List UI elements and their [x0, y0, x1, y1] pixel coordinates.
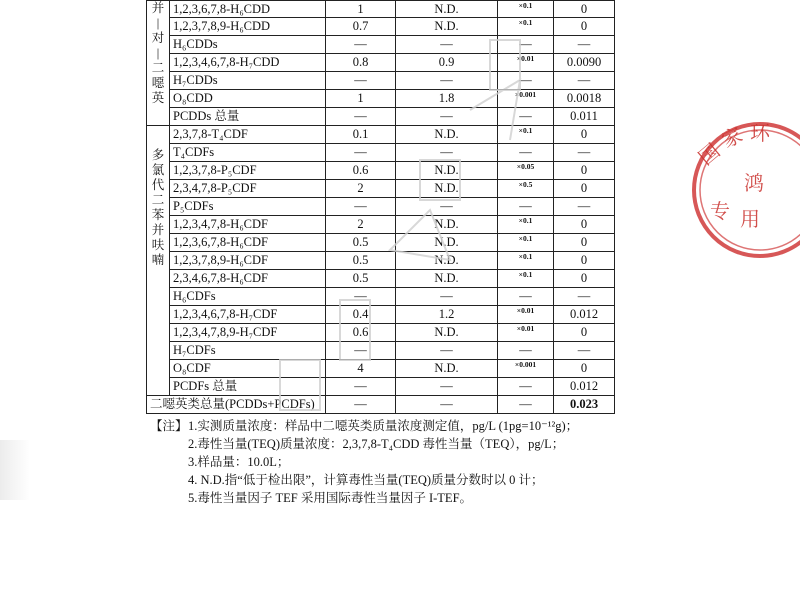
teq-value: 0 [554, 216, 615, 234]
teq-concentration: N.D. [396, 1, 498, 18]
teq-value: — [554, 144, 615, 162]
teq-value: 0 [554, 270, 615, 288]
measured-concentration: — [326, 36, 396, 54]
measured-concentration: 0.6 [326, 162, 396, 180]
table-row [147, 288, 615, 306]
note-item [150, 472, 750, 489]
teq-value: — [554, 342, 615, 360]
compound-name: PCDDs 总量 [170, 108, 326, 126]
table-row [147, 1, 615, 18]
teq-concentration: — [396, 36, 498, 54]
teq-value: 0.012 [554, 378, 615, 396]
official-seal [680, 118, 800, 268]
compound-name: O₈CDF [170, 360, 326, 378]
teq-value: 0.0018 [554, 90, 615, 108]
measured-concentration: — [326, 342, 396, 360]
teq-concentration: — [396, 72, 498, 90]
measured-concentration: 0.8 [326, 54, 396, 72]
measured-concentration: 1 [326, 1, 396, 18]
teq-value: 0 [554, 180, 615, 198]
tef-factor: — [498, 108, 554, 126]
compound-name: 1,2,3,7,8-P₅CDF [170, 162, 326, 180]
total-label: 二噁英类总量(PCDDs+PCDFs) [147, 396, 326, 414]
tef-factor: ×0.1 [498, 216, 554, 234]
measured-concentration: 0.6 [326, 324, 396, 342]
teq-concentration: — [396, 378, 498, 396]
measured-concentration: — [326, 144, 396, 162]
compound-name: T₄CDFs [170, 144, 326, 162]
measured-concentration: — [326, 378, 396, 396]
group-label-pcdf: 多 氯 代 二 苯 并 呋 喃 [147, 126, 170, 396]
tef-factor: ×0.001 [498, 90, 554, 108]
compound-name: H₇CDFs [170, 342, 326, 360]
compound-name: O₈CDD [170, 90, 326, 108]
table-row [147, 36, 615, 54]
tef-factor: ×0.01 [498, 306, 554, 324]
compound-name: 1,2,3,4,6,7,8-H₇CDF [170, 306, 326, 324]
note-item [150, 418, 750, 435]
table-row [147, 306, 615, 324]
note-text: 5.毒性当量因子 TEF 采用国际毒性当量因子 I-TEF。 [188, 491, 473, 505]
note-item [150, 490, 750, 507]
teq-concentration: N.D. [396, 18, 498, 36]
seal-char: 家 [717, 122, 747, 153]
total-row [147, 396, 615, 414]
teq-value: 0 [554, 324, 615, 342]
teq-value: 0.0090 [554, 54, 615, 72]
tef-factor: ×0.5 [498, 180, 554, 198]
teq-value: 0.011 [554, 108, 615, 126]
tef-factor: ×0.01 [498, 324, 554, 342]
measured-concentration: 4 [326, 360, 396, 378]
table-row [147, 108, 615, 126]
tef-factor: ×0.1 [498, 18, 554, 36]
measured-concentration: 0.5 [326, 270, 396, 288]
compound-name: 2,3,4,7,8-P₅CDF [170, 180, 326, 198]
table-row [147, 54, 615, 72]
group-label-pcdd: 并 | 对 | 二 噁 英 [147, 1, 170, 126]
tef-factor: ×0.01 [498, 54, 554, 72]
measured-concentration: — [326, 198, 396, 216]
measured-concentration: 0.1 [326, 126, 396, 144]
note-item [150, 454, 750, 471]
teq-value: — [554, 36, 615, 54]
teq-concentration: 1.2 [396, 306, 498, 324]
teq-concentration: 0.9 [396, 54, 498, 72]
measured-concentration: 0.7 [326, 18, 396, 36]
table-row [147, 378, 615, 396]
measured-concentration: 2 [326, 180, 396, 198]
table-row [147, 216, 615, 234]
tef-factor: — [498, 378, 554, 396]
table-row [147, 342, 615, 360]
tef-factor: — [498, 342, 554, 360]
compound-name: H₇CDDs [170, 72, 326, 90]
measured-concentration: 2 [326, 216, 396, 234]
teq-value: 0.012 [554, 306, 615, 324]
teq-value: 0 [554, 1, 615, 18]
teq-value: 0 [554, 162, 615, 180]
note-text: 1.实测质量浓度：样品中二噁英类质量浓度测定值，pg/L (1pg=10⁻¹²g)； [188, 419, 579, 433]
compound-name: 2,3,4,6,7,8-H₆CDF [170, 270, 326, 288]
teq-concentration: N.D. [396, 180, 498, 198]
teq-value: — [554, 198, 615, 216]
tef-factor: ×0.1 [498, 252, 554, 270]
note-text: 4. N.D.指“低于检出限”，计算毒性当量(TEQ)质量分数时以 0 计； [188, 473, 544, 487]
note-item [150, 436, 750, 453]
teq-value: 0 [554, 18, 615, 36]
teq-concentration: — [396, 108, 498, 126]
tef-factor: — [498, 198, 554, 216]
table-row [147, 72, 615, 90]
notes-section [150, 418, 750, 508]
seal-char: 专 [710, 199, 730, 223]
teq-concentration: N.D. [396, 126, 498, 144]
compound-name: 2,3,7,8-T₄CDF [170, 126, 326, 144]
compound-name: 1,2,3,6,7,8-H₆CDF [170, 234, 326, 252]
seal-char: 国 [693, 138, 725, 170]
teq-concentration: — [396, 198, 498, 216]
measured-concentration: 0.4 [326, 306, 396, 324]
compound-name: H₆CDDs [170, 36, 326, 54]
compound-name: 1,2,3,4,7,8-H₆CDF [170, 216, 326, 234]
teq-concentration: N.D. [396, 234, 498, 252]
teq-concentration: N.D. [396, 360, 498, 378]
teq-concentration: N.D. [396, 216, 498, 234]
total-teq-value: 0.023 [554, 396, 615, 414]
table-row [147, 90, 615, 108]
table-row [147, 324, 615, 342]
teq-value: 0 [554, 252, 615, 270]
measured-concentration: — [326, 72, 396, 90]
teq-concentration: N.D. [396, 324, 498, 342]
measured-concentration: 0.5 [326, 252, 396, 270]
compound-name: P₅CDFs [170, 198, 326, 216]
dioxin-results-table [146, 0, 615, 414]
tef-factor: ×0.001 [498, 360, 554, 378]
teq-value: 0 [554, 234, 615, 252]
table-row [147, 162, 615, 180]
table-row [147, 252, 615, 270]
seal-char: 鸿 [744, 171, 764, 195]
compound-name: 1,2,3,4,6,7,8-H₇CDD [170, 54, 326, 72]
table-row [147, 144, 615, 162]
table-row [147, 126, 615, 144]
teq-value: 0 [554, 126, 615, 144]
compound-name: 1,2,3,7,8,9-H₆CDD [170, 18, 326, 36]
teq-concentration: — [396, 288, 498, 306]
compound-name: 1,2,3,4,7,8,9-H₇CDF [170, 324, 326, 342]
teq-value: 0 [554, 360, 615, 378]
tef-factor: ×0.1 [498, 234, 554, 252]
compound-name: 1,2,3,7,8,9-H₆CDF [170, 252, 326, 270]
tef-factor: ×0.1 [498, 126, 554, 144]
teq-concentration: — [396, 342, 498, 360]
teq-value: — [554, 288, 615, 306]
table-row [147, 270, 615, 288]
note-text: 3.样品量：10.0L； [188, 455, 290, 469]
scan-shadow [0, 440, 30, 500]
seal-char: 环 [750, 121, 770, 145]
tef-factor: — [498, 36, 554, 54]
teq-concentration: 1.8 [396, 90, 498, 108]
teq-value: — [554, 72, 615, 90]
table-row [147, 360, 615, 378]
tef-factor: — [498, 396, 554, 414]
table-row [147, 234, 615, 252]
measured-concentration: 1 [326, 90, 396, 108]
seal-char: 用 [740, 207, 760, 231]
tef-factor: ×0.1 [498, 270, 554, 288]
teq-concentration: N.D. [396, 270, 498, 288]
tef-factor: — [498, 144, 554, 162]
compound-name: 1,2,3,6,7,8-H₆CDD [170, 1, 326, 18]
note-text: 2.毒性当量(TEQ)质量浓度：2,3,7,8-T₄CDD 毒性当量（TEQ），pg/L； [188, 437, 565, 451]
teq-concentration: N.D. [396, 252, 498, 270]
measured-concentration: — [326, 288, 396, 306]
notes-label: 【注】 [150, 419, 188, 433]
measured-concentration: — [326, 108, 396, 126]
measured-concentration: 0.5 [326, 234, 396, 252]
compound-name: PCDFs 总量 [170, 378, 326, 396]
table-row [147, 18, 615, 36]
measured-concentration: — [326, 396, 396, 414]
teq-concentration: — [396, 144, 498, 162]
tef-factor: — [498, 72, 554, 90]
compound-name: H₆CDFs [170, 288, 326, 306]
teq-concentration: N.D. [396, 162, 498, 180]
tef-factor: — [498, 288, 554, 306]
tef-factor: ×0.1 [498, 1, 554, 18]
table-row [147, 180, 615, 198]
tef-factor: ×0.05 [498, 162, 554, 180]
table-row [147, 198, 615, 216]
teq-concentration: — [396, 396, 498, 414]
